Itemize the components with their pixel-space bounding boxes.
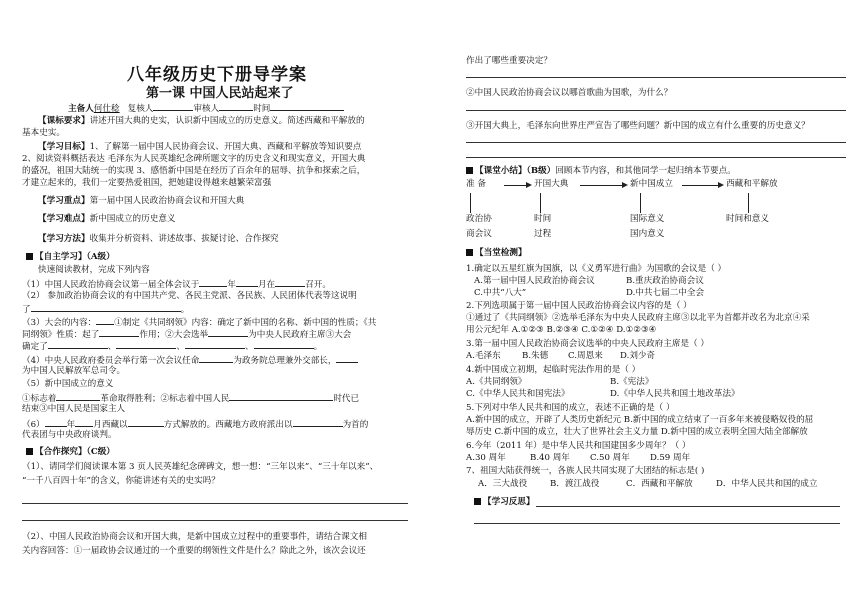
goal-req-text: 讲述开国大典的史实，认识新中国成立的历史意义。简述西藏和平解放的 [89,116,365,126]
q2-t1: 了 [22,305,31,315]
flow-bottom-3b: 国内意义 [630,229,665,239]
key-text: 第一届中国人民政治协商会议和开国大典 [89,196,245,206]
connector-line [640,193,641,213]
method [38,234,279,245]
goal-req-label: 【课标要求】 [38,116,90,126]
flow-bottom-2a: 时间 [534,214,552,224]
c1b: “一千八百四十年”的含义，你能讲述有关的史实吗？ [22,476,220,486]
q3-blank[interactable] [254,340,314,349]
q6a-t2: 月西藏以 [93,420,128,430]
q3c-t0: 确定了 [22,342,48,352]
q6-blank[interactable] [128,418,164,427]
t1-opt-c[interactable]: C.中共“八大” [474,288,527,298]
aim-label: 【学习目标】 [38,142,90,152]
meta-fhr: 复核人 [127,104,154,114]
arrow-right-icon [682,185,722,186]
q3c [22,340,322,353]
t2: 2.下列选项属于第一届中国人民政治协商会议内容的是（ ） [466,301,692,311]
q1-t1: 年 [227,280,236,290]
q3-blank[interactable] [48,340,108,349]
answer-line[interactable] [22,503,408,504]
q3b-t3: 为中央人民政府主席③大会 [248,330,352,340]
t4-opt-a[interactable]: A.《共同纲领》 [466,377,527,387]
c2b: 关内容回答：①一届政协会议通过的一个重要的纲领性文件是什么？除此之外，该次会议还 [22,546,366,556]
answer-line[interactable] [466,77,846,78]
arrow-right-icon [580,185,626,186]
connector-line [470,193,471,213]
flow-top-tibet: 西藏和平解放 [726,179,778,189]
right-page [430,0,860,607]
flow-top-ceremony: 开国大典 [534,179,569,189]
summary-heading [466,166,736,177]
q4a-t1: 为政务院总理兼外交部长， [233,356,337,366]
q5-blank[interactable] [229,392,333,401]
coop-label: 【合作探究】 [35,447,87,457]
r2: ②中国人民政治协商会议以哪首歌曲为国歌，为什么？ [466,88,673,98]
flow-top-prep: 准 备 [466,179,486,189]
q2-blank[interactable] [31,303,181,312]
q3a-t1: ①制定《共同纲领》内容：确定了新中国的名称、新中国的性质；《共 [114,318,377,328]
t4-opt-d[interactable]: D.《中华人民共和国土地改革法》 [610,389,740,399]
lesson-subtitle: 第一课 中国人民站起来了 [146,86,294,101]
t4: 4.新中国成立初期，起临时宪法作用的是（ ） [466,365,641,375]
q5a-t1: 革命取得胜利；②标志着中国人民 [100,394,230,404]
t7-opt-c[interactable]: C．西藏和平解放 [626,479,693,489]
check-label: 【当堂检测】 [475,248,527,258]
q2-cont [22,303,189,316]
square-bullet-icon [466,167,473,174]
answer-line[interactable] [466,110,846,111]
method-label: 【学习方法】 [38,234,90,244]
summary-level: （B级） [526,166,556,176]
key-point [38,196,244,207]
t5a: A.新中国的成立，开辟了人类历史新纪元 B.新中国的成立结束了一百多年来被侵略奴役的屈 [466,415,814,425]
q1-t2: 月在 [257,280,276,290]
r1: 作出了哪些重要决定？ [466,56,552,66]
flow-bottom-1b: 商会议 [466,229,492,239]
flow-bottom-3a: 国际意义 [630,214,665,224]
goal-req [38,116,365,127]
arrow-right-icon [504,185,530,186]
q2: （2） 参加政治协商会议的有中国共产党、各民主党派、各民族、人民团体代表等这说明 [22,291,357,301]
meta-time: 时间 [253,104,271,114]
diff-text: 新中国成立的历史意义 [89,214,176,224]
answer-line[interactable] [22,520,408,521]
check-heading [466,248,527,259]
square-bullet-icon [474,498,481,505]
t3-opt-d[interactable]: D.刘少奇 [620,351,656,361]
meta-zbr-label: 主备人 [68,104,94,114]
q3-blank[interactable] [208,328,248,337]
key-label: 【学习重点】 [38,196,90,206]
aim-text-1: 1、了解第一届中国人民协商会议、开国大典、西藏和平解放等知识要点 [89,142,362,152]
t7-opt-b[interactable]: B．渡江战役 [550,479,600,489]
q3c-t2: 、 [176,342,186,352]
q1-blank[interactable] [275,278,305,287]
q3b-t0: 同纲领》性质：起了 [22,330,100,340]
t3-opt-a[interactable]: A.毛泽东 [466,351,501,361]
difficulty [38,214,176,225]
q3c-t4: 。 [313,342,323,352]
q1-blank[interactable] [236,278,258,287]
square-bullet-icon [26,253,33,260]
aim-text-3: 的盛况，祖国大陆统一的实现 3、感悟新中国是在经历了百余年的屈辱、抗争和探索之后， [22,166,366,176]
self-label: 【自主学习】 [35,252,87,262]
goal-req-text2: 基本史实。 [22,128,65,138]
q6a-t4: 为首的 [342,420,369,430]
t6-opt-b[interactable]: B.40 周年 [530,453,570,463]
q1 [22,278,331,291]
t2b: 用公元纪年 A.①②③ B.②③④ C.①②④ D.①②③④ [466,325,657,335]
r3: ③开国大典上，毛泽东向世界庄严宣告了哪些问题？新中国的成立有什么重要的历史意义？ [466,121,810,131]
q6-blank[interactable] [293,418,343,427]
q6-blank[interactable] [75,418,93,427]
q5a-t0: ①标志着 [22,394,57,404]
t7-opt-d[interactable]: D．中华人民共和国的成立 [716,479,818,489]
coop-level: （C级） [86,447,115,457]
aim-text-4: 才建立起来的，我们一定要热爱祖国，把她建设得越来越繁荣富强 [22,178,272,188]
summary-text: 回顾本节内容，和其他同学一起归纳本节要点。 [555,166,736,176]
meta-zbr-name: 何仕稔 [93,104,120,114]
q1-blank[interactable] [199,278,227,287]
t3: 3.第一届中国人民政治协商会议选举的中央人民政府主席是（ ） [466,339,709,349]
flow-bottom-4a: 时间和意义 [726,214,769,224]
answer-line[interactable] [466,157,846,158]
connector-line [540,193,541,213]
q3-blank[interactable] [185,340,245,349]
q3-blank[interactable] [99,328,139,337]
page-title: 八年级历史下册导学案 [127,65,307,85]
aim-text-2: 2、阅读资料概括表达 毛泽东为人民英雄纪念碑所题文字的历史含义和现实意义，开国大典 [22,154,366,164]
aim-line-1 [38,142,361,153]
flow-top-founding: 新中国成立 [630,179,673,189]
q6-blank[interactable] [45,418,67,427]
q5a-t2: 时代已 [333,394,360,404]
q4-blank[interactable] [336,354,358,363]
q6a-t1: 年 [66,420,76,430]
summary-label: 【课堂小结】 [475,166,527,176]
connector-line [748,193,749,213]
t1-opt-d[interactable]: D.中共七届二中全会 [626,288,705,298]
reflect-label: 【学习反思】 [483,497,535,507]
q6a-t3: 方式解放的。西藏地方政府派出以 [163,420,293,430]
self-intro: 快速阅读教材，完成下列内容 [38,265,150,275]
answer-line[interactable] [466,142,846,143]
t7: 7、祖国大陆获得统一，各族人民共同实现了大团结的标志是( ) [466,466,705,476]
q1-t3: 召开。 [305,280,331,290]
q5b: 结束③中国人民是国家主人 [22,404,126,414]
flow-bottom-1a: 政治协 [466,214,492,224]
q3b-t2: ②大会选举 [165,330,209,340]
q3-blank[interactable] [116,340,176,349]
t5: 5.下列对中华人民共和国的成立，表述不正确的是（ ） [466,403,675,413]
flow-bottom-2b: 过程 [534,229,552,239]
q4a-t0: （4）中央人民政府委员会举行第一次会议任命 [22,356,200,366]
coop-heading [26,447,115,458]
t6-opt-d[interactable]: D.59 周年 [650,453,691,463]
reflect-heading [474,497,535,508]
q6b: 代表团与中央政府谈判。 [22,430,117,440]
t3-opt-b[interactable]: B.朱德 [522,351,549,361]
t1-opt-b[interactable]: B.重庆政治协商会议 [626,276,704,286]
q3c-t1: 、 [107,342,117,352]
q1-t0: （1）中国人民政治协商会议第一届全体会议于 [22,280,200,290]
self-study-heading [26,252,115,263]
q4-blank[interactable] [199,354,233,363]
self-level: （A级） [86,252,115,262]
t5b: 辱历史 C.新中国的成立，壮大了世界社会主义力量 D.新中国的成立表明全国大陆全部解放 [466,427,808,437]
meta-shr: 审核人 [193,104,220,114]
q3-blank[interactable] [96,316,114,325]
t1-opt-a[interactable]: A.第一届中国人民政治协商会议 [474,276,595,286]
q6a-t0: （6） [22,420,45,430]
answer-line[interactable] [474,523,840,524]
q5-blank[interactable] [56,392,100,401]
c2a: （2）、中国人民政治协商会议和开国大典，是新中国成立过程中的重要事件，请结合课文相 [22,532,367,542]
t6-opt-c[interactable]: C.50 周年 [590,453,630,463]
q3b-t1: 作用； [139,330,166,340]
q4b: 为中国人民解放军总司令。 [22,366,126,376]
t1: 1.确定以五星红旗为国旗，以《义勇军进行曲》为国歌的会议是（ ） [466,264,727,274]
c1a: （1）、请同学们阅读课本第 3 页人民英雄纪念碑碑文，想一想：“三年以来”、“三十年以来”、 [22,462,379,472]
t6-opt-a[interactable]: A.30 周年 [466,453,506,463]
diff-label: 【学习难点】 [38,214,90,224]
t6: 6.今年（2011 年）是中华人民共和国建国多少周年？（ ） [466,441,691,451]
t7-opt-a[interactable]: A．三大战役 [478,479,528,489]
meta-line [68,102,344,115]
square-bullet-icon [466,249,473,256]
t4-opt-c[interactable]: C.《中华人民共和国宪法》 [466,389,570,399]
q3a-t0: （3）大会的内容： [22,318,97,328]
t4-opt-b[interactable]: B.《宪法》 [610,377,654,387]
t2a: ①通过了《共同纲领》②选举毛泽东为中央人民政府主席③以北平为首都并改名为北京④采 [466,313,810,323]
q3c-t3: 、 [245,342,254,352]
t3-opt-c[interactable]: C.周恩来 [568,351,603,361]
method-text: 收集并分析资料、讲述故事、拔疑讨论、合作探究 [89,234,279,244]
q2-t2: 。 [180,305,190,315]
square-bullet-icon [26,448,33,455]
answer-line[interactable] [536,506,840,507]
q5: （5）新中国成立的意义 [22,379,114,389]
